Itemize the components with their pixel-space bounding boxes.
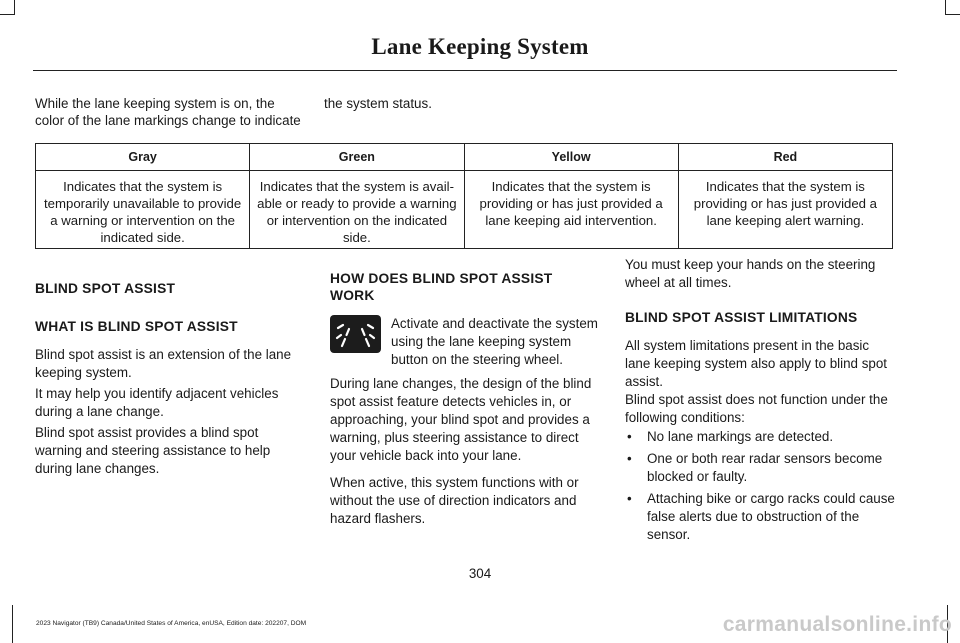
paragraph: Blind spot assist does not function under the following conditions: xyxy=(625,392,888,425)
column-header-red: Red xyxy=(678,144,892,171)
lane-keeping-icon xyxy=(330,315,381,353)
table-cell-gray: Indicates that the system is temporarily unavailable to provide a warning or intervention on the indicated side. xyxy=(36,171,250,249)
page-number: 304 xyxy=(468,566,492,581)
crop-mark-top-right xyxy=(945,0,960,15)
bullet-icon: • xyxy=(627,491,632,506)
list-item-text: One or both rear radar sensors become blocked or faulty. xyxy=(647,451,883,484)
table-cell-green: Indicates that the system is avail-able or ready to provide a warning or intervention on the indicated side. xyxy=(250,171,464,249)
heading-blind-spot-assist: BLIND SPOT ASSIST xyxy=(35,281,176,296)
paragraph: It may help you identify adjacent vehicles during a lane change. xyxy=(35,386,279,419)
paragraph: When active, this system functions with or without the use of direction indicators and hazard flashers. xyxy=(330,475,579,526)
intro-paragraph: While the lane keeping system is on, the color of the lane markings change to indicate the system status. xyxy=(35,96,432,128)
icon-description: Activate and deactivate the system using the lane keeping system button on the steering wheel. xyxy=(391,316,598,367)
list-item xyxy=(625,450,897,486)
column-header-gray: Gray xyxy=(36,144,250,171)
bullet-icon: • xyxy=(627,429,632,444)
title-divider xyxy=(33,70,897,71)
edition-footer: 2023 Navigator (TB9) Canada/United States of America, enUSA, Edition date: 202207, DOM xyxy=(36,620,307,627)
table-header-row xyxy=(36,144,893,171)
heading-what-is-blind-spot-assist: WHAT IS BLIND SPOT ASSIST xyxy=(35,319,238,334)
list-item xyxy=(625,490,897,544)
lane-color-status-table xyxy=(35,143,893,249)
heading-blind-spot-assist-limitations: BLIND SPOT ASSIST LIMITATIONS xyxy=(625,310,858,325)
list-item-text: No lane markings are detected. xyxy=(647,429,834,444)
watermark: carmanualsonline.info xyxy=(722,613,952,636)
table-cell-red: Indicates that the system is providing or has just provided a lane keeping alert warning. xyxy=(678,171,892,249)
column-header-yellow: Yellow xyxy=(464,144,678,171)
bullet-icon: • xyxy=(627,451,632,466)
list-item-text: Attaching bike or cargo racks could cause false alerts due to obstruction of the sensor. xyxy=(647,491,895,542)
heading-how-does-blind-spot-assist-work: HOW DOES BLIND SPOT ASSIST WORK xyxy=(330,271,553,303)
table-row xyxy=(36,171,893,249)
list-item xyxy=(625,428,897,446)
crop-mark-bottom-left xyxy=(12,605,13,643)
table-cell-yellow: Indicates that the system is providing or has just provided a lane keeping aid intervention. xyxy=(464,171,678,249)
paragraph: You must keep your hands on the steering wheel at all times. xyxy=(625,257,876,290)
paragraph: Blind spot assist is an extension of the lane keeping system. xyxy=(35,347,292,380)
conditions-list xyxy=(625,428,897,548)
column-header-green: Green xyxy=(250,144,464,171)
crop-mark-top-left xyxy=(0,0,15,15)
paragraph: All system limitations present in the basic lane keeping system also apply to blind spot assist. xyxy=(625,338,888,389)
paragraph: Blind spot assist provides a blind spot warning and steering assistance to help during lane changes. xyxy=(35,425,271,476)
page-title: Lane Keeping System xyxy=(371,34,589,59)
paragraph: During lane changes, the design of the blind spot assist feature detects vehicles in, or approaching, your blind spot and provides a warning, plus steering assistance to direct your vehicle back into your lane. xyxy=(330,376,592,463)
